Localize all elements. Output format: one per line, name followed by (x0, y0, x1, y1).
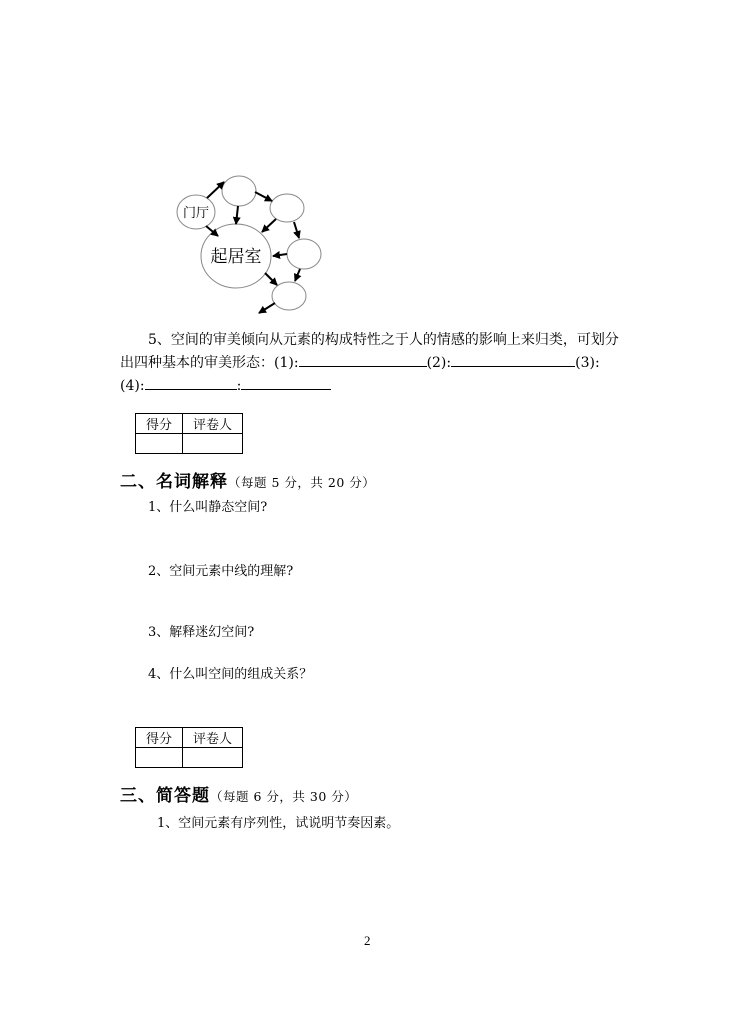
label-3: (3): (575, 355, 600, 371)
score-table-1 (135, 413, 243, 454)
arrow-room4-out (259, 303, 275, 313)
score-label: 得分 (136, 728, 183, 748)
section2-note: （每题 5 分，共 20 分） (228, 475, 376, 490)
arrow-room2-to-room3 (294, 222, 299, 238)
s3-question-1: 1、空间元素有序列性，试说明节奏因素。 (157, 816, 400, 831)
blank-1[interactable] (299, 352, 427, 367)
room-circle-2 (270, 194, 304, 222)
section3-heading (120, 781, 357, 806)
blank-4a[interactable] (145, 375, 237, 390)
label-2: (2): (426, 355, 452, 371)
space-relation-diagram (165, 165, 340, 325)
score-table-2 (135, 727, 243, 768)
q5-line2 (120, 352, 600, 373)
section2-title: 二、名词解释 (120, 472, 228, 492)
score-label: 得分 (136, 414, 183, 434)
arrow-hall-to-room1 (207, 182, 224, 198)
section2-heading (120, 467, 375, 492)
reviewer-label: 评卷人 (183, 414, 243, 434)
s2-question-2: 2、空间元素中线的理解? (148, 564, 294, 579)
blank-4b[interactable] (241, 375, 331, 390)
hall-label: 门厅 (182, 205, 210, 220)
q5-line2-prefix: 出四种基本的审美形态：(1): (120, 355, 299, 371)
room-circle-4 (272, 282, 306, 310)
section3-title: 三、简答题 (120, 786, 210, 806)
reviewer-label: 评卷人 (183, 728, 243, 748)
reviewer-cell[interactable] (183, 748, 243, 768)
label-4: (4): (120, 378, 145, 394)
arrow-room3-to-living (273, 254, 287, 256)
blank-2[interactable] (451, 352, 575, 367)
colon: : (236, 378, 242, 394)
living-room-label: 起居室 (210, 247, 262, 266)
arrow-room1-to-living (236, 206, 238, 224)
s2-question-3: 3、解释迷幻空间? (148, 625, 255, 640)
score-cell[interactable] (136, 434, 183, 454)
room-circle-1 (222, 176, 256, 206)
page-number: 2 (364, 933, 371, 948)
s2-question-4: 4、什么叫空间的组成关系？ (148, 667, 313, 682)
room-circle-3 (287, 239, 321, 269)
arrow-room1-to-room2 (255, 192, 272, 201)
arrow-living-to-room4 (265, 273, 277, 285)
reviewer-cell[interactable] (183, 434, 243, 454)
q5-line1: 5、空间的审美倾向从元素的构成特性之于人的情感的影响上来归类，可划分 (148, 332, 619, 348)
section3-note: （每题 6 分，共 30 分） (210, 789, 358, 804)
q5-line3 (120, 375, 331, 396)
arrow-room2-to-living (262, 219, 276, 232)
score-cell[interactable] (136, 748, 183, 768)
s2-question-1: 1、什么叫静态空间? (148, 500, 268, 515)
arrow-room3-to-room4 (295, 269, 300, 281)
